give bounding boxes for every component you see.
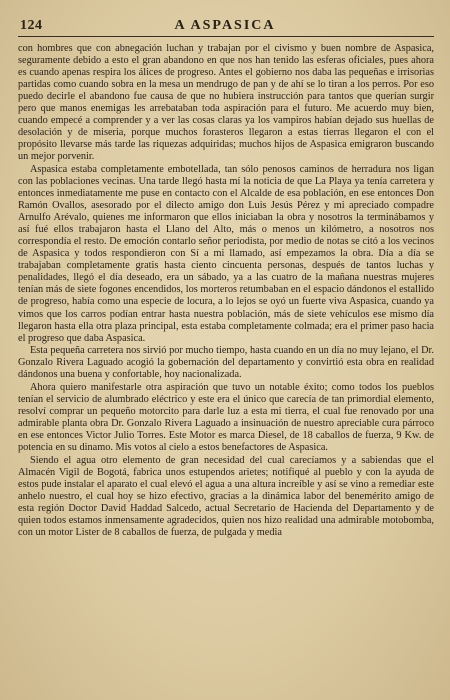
page-body [18,43,434,539]
paragraph: Ahora quiero manifestarle otra aspiración que tuvo un notable éxito; como todos los pueblos tenían el servicio de alumbrado eléctrico y este era el único que carecía de tan primordial elemento, resolví comprar un pequeño motorcito para darle luz a esta mi tierra, el cual fue renovado por una admirable planta obra Dr. Gonzalo Rivera Laguado a insinuación de nuestro apreciable cura párroco en ese entonces Victor Julio Torres. Este Motor es marca Diesel, de 18 caballos de fuerza, 9 Kw. de potencia en su dinamo. Mis votos al cielo a estos benefactores de Aspasica. [18,381,434,454]
running-title: A ASPASICA [174,18,276,33]
paragraph: con hombres que con abnegación luchan y trabajan por el civismo y buen nombre de Aspasica, seguramente debido a esto el gran abandono en que nos han tenido las esferas oficiales, pues ahora es cuando apenas respira los álices de progreso. Antes el gobierno nos daba las pequeñas e irrisorias partidas como cuando sobra en la mesa un mendrugo de pan y de ahí se lo tiran a los perros. Por eso puedo decirle el abandono fue causa de que no hubiera instrucción para tantos que querían surgir pero que manos enemigas les arrebataban toda aspiración para el futuro. Me acuerdo muy bien, cuando empecé a comprender y a ver las cosas claras ya los vampiros habían dejado sus huellas de desolación y de miseria, porque muchos forasteros llegaron a estas tierras llegaron el con el propósito llevarse más tarde las riquezas adquiridas; muchos hijos de Aspasica emigraron buscando un mejor porvenir. [18,43,434,163]
paragraph: Esta pequeña carretera nos sirvió por mucho tiempo, hasta cuando en un día no muy lejano, el Dr. Gonzalo Rivera Laguado acogió la gobernación del departamento y convirtió esta obra en realidad dándonos una buena y confortable, hoy nacionalizada. [18,345,434,381]
page-number: 124 [20,18,43,33]
page-header [18,18,434,37]
paragraph: Aspasica estaba completamente embotellada, tan sólo penosos caminos de herradura nos ligan con las poblaciones vecinas. Una tarde llegó hasta mí la noticia de que La Playa ya tenía carretera y entonces inmediatamente me puse en contacto con el Alcalde de esa población, en ese entonces Don Ramón Ovallos, asesorado por el dilecto amigo don Luis Jesús Pérez y mi apreciado compadre Arnulfo Arévalo, quienes me informaron que ellos iniciaban la obra y nosotros la terminábamos y así fué ellos trabajaron hasta el Llano del Alto, más o menos un kilómetro, a nosotros nos correspondía el resto. De emoción contarlo señor periodista, por medio de notas se citó a los vecinos de Aspasica y todos respondieron con Sí a mi llamado, así empezamos la obra. Día a día se trabajaban completamente gratis hasta ciento cincuenta personas, después de tantos luchas y penalidades, llegó el día deseado, era un sábado, ya a las cuatro de la mañana nuestras mujeres tenían más de siete fogones encendidos, los morteros retumbaban en el espacio dándonos el estallido de progreso, había como una especie de locura, a lo lejos se oyó un fuerte viva Aspasica, cuando ya vimos que los carros podían entrar hasta nuestra población, más de siete vehículos ese mismo día llegaron hasta ella otra plaza principal, esta estaba completamente colmada; era el primer paso hacia el progreso que daba Aspasica. [18,163,434,344]
paragraph: Siendo el agua otro elemento de gran necesidad del cual carecíamos y a sabiendas que el Almacén Vigil de Bogotá, fabrica unos estupendos arietes; notifiqué al pueblo y con la ayuda de estos pude instalar el aparato el cual elevó el agua a una altura increíble y así se vino a remediar este anhelo nuestro, el cual hoy se hizo efectivo, gracias a la dinámica labor del benemérito amigo de esta región Doctor David Haddad Salcedo, actual Secretario de Hacienda del Departamento y de quien todos estamos inmensamente agradecidos, quien nos hizo realidad una admirable motobomba, con un motor Lister de 8 caballos de fuerza, de pulgada y media [18,454,434,538]
